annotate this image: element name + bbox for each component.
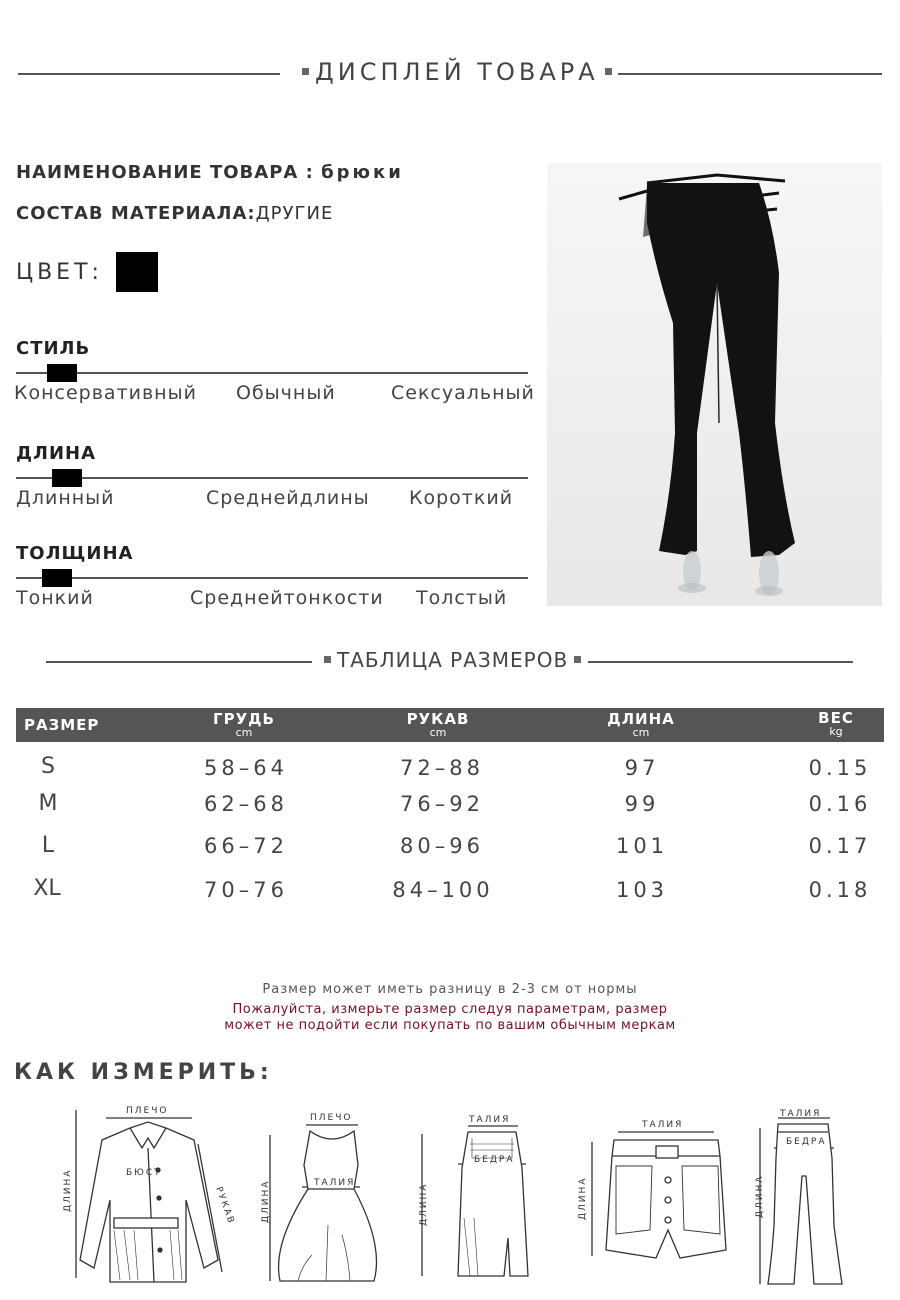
header-title: ВЕС — [818, 709, 854, 727]
square-icon — [605, 68, 612, 75]
sleeve-cell: 72–88 — [400, 756, 484, 780]
header-chest — [194, 711, 294, 739]
weight-cell: 0.15 — [808, 756, 872, 780]
measure-advice-line: Пожалуйста, измерьте размер следуя параметрам, размер — [232, 1002, 668, 1017]
header-sleeve — [388, 711, 488, 739]
size-cell: S — [41, 754, 55, 779]
length-label: ДЛИНА — [755, 1174, 765, 1218]
waist-label: ТАЛИЯ — [469, 1115, 511, 1125]
section-title-size-table — [318, 648, 587, 672]
divider-left — [46, 661, 312, 663]
attribute-option: Среднейдлины — [206, 487, 370, 509]
sleeve-cell: 80–96 — [400, 834, 484, 858]
dress-diagram — [258, 1105, 378, 1295]
how-to-measure-title: КАК ИЗМЕРИТЬ: — [14, 1060, 273, 1085]
attribute-scale-line — [16, 477, 528, 479]
size-table-header — [16, 708, 884, 742]
measure-advice-line: может не подойти если покупать по вашим обычным меркам — [224, 1018, 676, 1033]
sleeve-cell: 76–92 — [400, 792, 484, 816]
attribute-scale-line — [16, 577, 528, 579]
sleeve-cell: 84–100 — [392, 878, 494, 902]
header-weight — [786, 710, 886, 738]
square-icon — [574, 656, 581, 663]
attribute-option: Тонкий — [16, 587, 94, 609]
attribute-title-length: ДЛИНА — [16, 443, 97, 464]
hips-label: БЕДРА — [474, 1155, 515, 1165]
size-note: Размер может иметь разницу в 2-3 см от нормы — [262, 982, 638, 997]
header-title: ДЛИНА — [607, 710, 675, 728]
attribute-option: Среднейтонкости — [190, 587, 384, 609]
square-icon — [302, 68, 309, 75]
pants-diagram — [748, 1106, 848, 1292]
length-cell: 103 — [615, 878, 669, 902]
product-name-label: НАИМЕНОВАНИЕ ТОВАРА : — [16, 162, 314, 183]
section-title-display — [296, 58, 618, 86]
hips-label: БЕДРА — [786, 1137, 827, 1147]
header-title: РУКАВ — [406, 710, 470, 728]
divider-left — [18, 73, 280, 75]
size-cell: L — [41, 833, 55, 858]
attribute-option: Обычный — [236, 382, 336, 404]
header-unit: cm — [632, 726, 650, 739]
measure-advice — [0, 1002, 900, 1034]
material-label: СОСТАВ МАТЕРИАЛА: — [16, 203, 256, 224]
length-cell: 97 — [624, 756, 660, 780]
attribute-marker — [52, 469, 82, 487]
size-cell: M — [38, 791, 58, 816]
attribute-marker — [47, 364, 77, 382]
skirt-diagram — [412, 1108, 542, 1288]
length-label: ДЛИНА — [419, 1182, 429, 1226]
weight-cell: 0.16 — [808, 792, 872, 816]
product-name-row — [16, 162, 404, 183]
chest-cell: 66–72 — [204, 834, 288, 858]
material-value: ДРУГИЕ — [255, 203, 334, 224]
shoulder-label: ПЛЕЧО — [126, 1106, 169, 1116]
material-row — [16, 203, 333, 224]
header-unit: cm — [235, 726, 253, 739]
pants-photo-image — [547, 163, 882, 606]
length-label: ДЛИНА — [578, 1176, 588, 1220]
chest-cell: 70–76 — [204, 878, 288, 902]
attribute-title-thickness: ТОЛЩИНА — [16, 543, 134, 564]
divider-right — [618, 73, 882, 75]
color-row — [16, 260, 103, 285]
sleeve-label: РУКАВ — [213, 1185, 237, 1227]
attribute-scale-line — [16, 372, 528, 374]
product-photo — [547, 163, 882, 606]
attribute-option: Толстый — [416, 587, 508, 609]
attribute-title-style: СТИЛЬ — [16, 338, 91, 359]
attribute-option: Сексуальный — [391, 382, 535, 404]
header-length — [591, 711, 691, 739]
attribute-marker — [42, 569, 72, 587]
product-name-value: брюки — [321, 162, 404, 183]
waist-label: ТАЛИЯ — [642, 1120, 684, 1130]
attribute-option: Длинный — [16, 487, 115, 509]
length-cell: 99 — [624, 792, 660, 816]
length-cell: 101 — [615, 834, 669, 858]
chest-cell: 58–64 — [204, 756, 288, 780]
color-label: ЦВЕТ: — [16, 260, 103, 285]
waist-label: ТАЛИЯ — [314, 1178, 356, 1188]
divider-right — [588, 661, 853, 663]
shoulder-label: ПЛЕЧО — [310, 1113, 353, 1123]
attribute-option: Короткий — [409, 487, 514, 509]
bust-label: БЮСТ — [126, 1168, 162, 1178]
square-icon — [324, 656, 331, 663]
header-unit: kg — [829, 725, 843, 738]
weight-cell: 0.18 — [808, 878, 872, 902]
chest-cell: 62–68 — [204, 792, 288, 816]
section-title-text: ДИСПЛЕЙ ТОВАРА — [315, 58, 599, 86]
header-title: ГРУДЬ — [213, 710, 275, 728]
shorts-diagram — [570, 1110, 730, 1270]
waist-label: ТАЛИЯ — [780, 1109, 822, 1119]
length-label: ДЛИНА — [261, 1179, 271, 1223]
weight-cell: 0.17 — [808, 834, 872, 858]
header-unit: cm — [429, 726, 447, 739]
jacket-diagram — [58, 1100, 238, 1295]
attribute-option: Консервативный — [14, 382, 197, 404]
header-size — [24, 717, 99, 733]
color-swatch — [116, 252, 158, 292]
size-cell: XL — [33, 876, 61, 901]
section-title-text: ТАБЛИЦА РАЗМЕРОВ — [337, 648, 569, 672]
header-title: РАЗМЕР — [24, 716, 100, 734]
length-label: ДЛИНА — [63, 1168, 73, 1212]
